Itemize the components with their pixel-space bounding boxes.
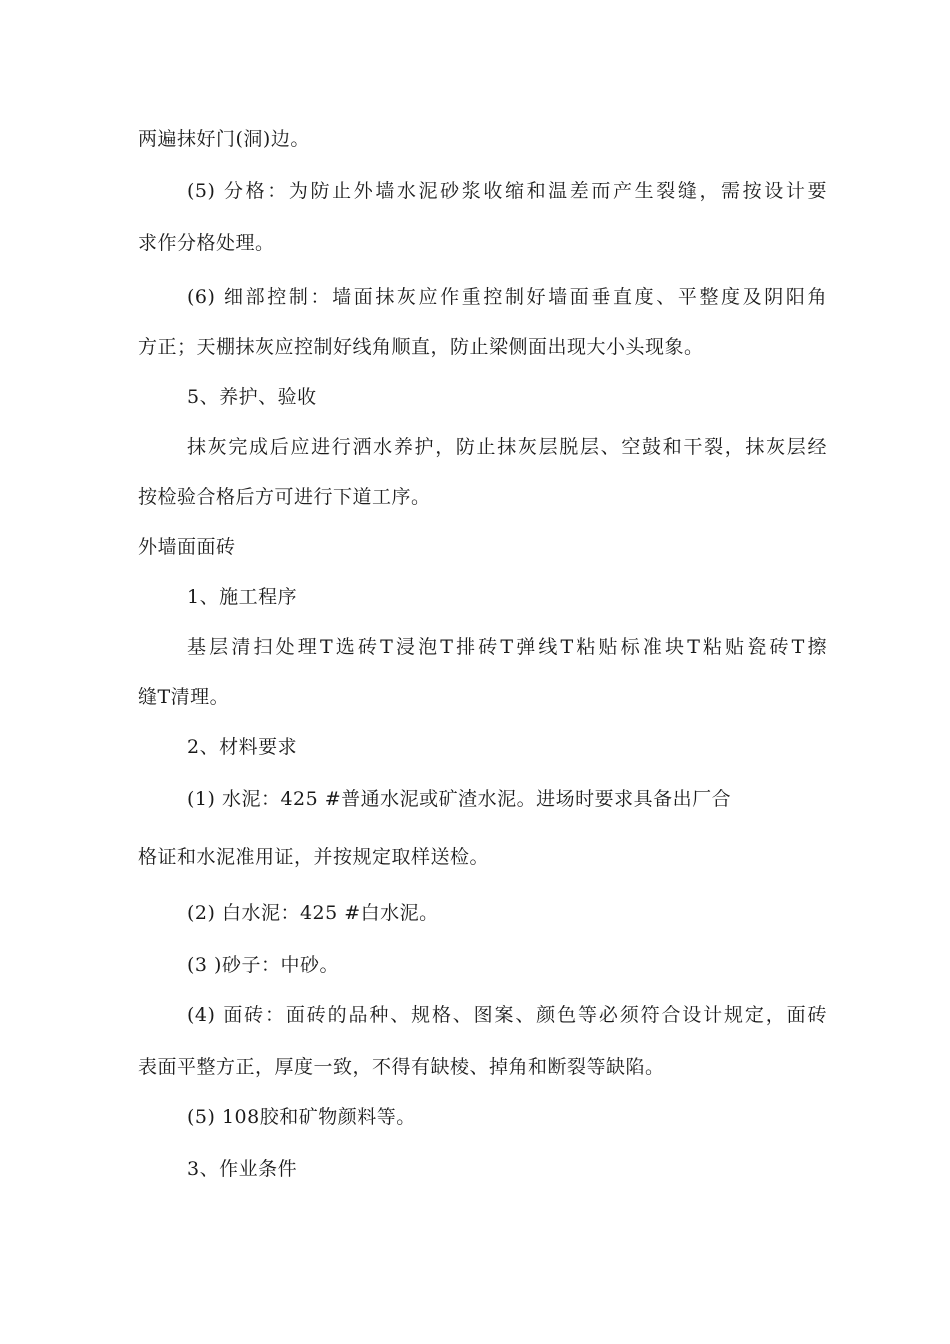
section-heading: 3、作业条件 — [187, 1158, 298, 1180]
text-line: 求作分格处理。 — [138, 232, 275, 254]
text-line: (2) 白水泥：425 #白水泥。 — [187, 902, 439, 924]
text-line: (4) 面砖：面砖的品种、规格、图案、颜色等必须符合设计规定，面砖 — [187, 1004, 827, 1026]
text-line: 基层清扫处理T选砖T浸泡T排砖T弹线T粘贴标准块T粘贴瓷砖T擦 — [187, 636, 827, 658]
text-line: 缝T清理。 — [138, 686, 230, 708]
text-line: 方正；天棚抹灰应控制好线角顺直，防止梁侧面出现大小头现象。 — [138, 336, 704, 358]
text-line: 两遍抹好门(洞)边。 — [138, 128, 310, 150]
text-line: 格证和水泥准用证，并按规定取样送检。 — [138, 846, 490, 868]
section-heading: 1、施工程序 — [187, 586, 298, 608]
section-heading: 2、材料要求 — [187, 736, 298, 758]
text-line: 按检验合格后方可进行下道工序。 — [138, 486, 431, 508]
text-line: 表面平整方正，厚度一致，不得有缺棱、掉角和断裂等缺陷。 — [138, 1056, 665, 1078]
text-line: (3 )砂子：中砂。 — [187, 954, 339, 976]
section-title: 外墙面面砖 — [138, 536, 236, 558]
text-line: (5) 108胶和矿物颜料等。 — [187, 1106, 416, 1128]
text-line: 抹灰完成后应进行洒水养护，防止抹灰层脱层、空鼓和干裂，抹灰层经 — [187, 436, 827, 458]
section-heading: 5、养护、验收 — [187, 386, 317, 408]
text-line: (1) 水泥：425 #普通水泥或矿渣水泥。进场时要求具备出厂合 — [187, 788, 732, 810]
text-line: (6) 细部控制：墙面抹灰应作重控制好墙面垂直度、平整度及阴阳角 — [187, 286, 827, 308]
text-line: (5) 分格：为防止外墙水泥砂浆收缩和温差而产生裂缝，需按设计要 — [187, 180, 827, 202]
